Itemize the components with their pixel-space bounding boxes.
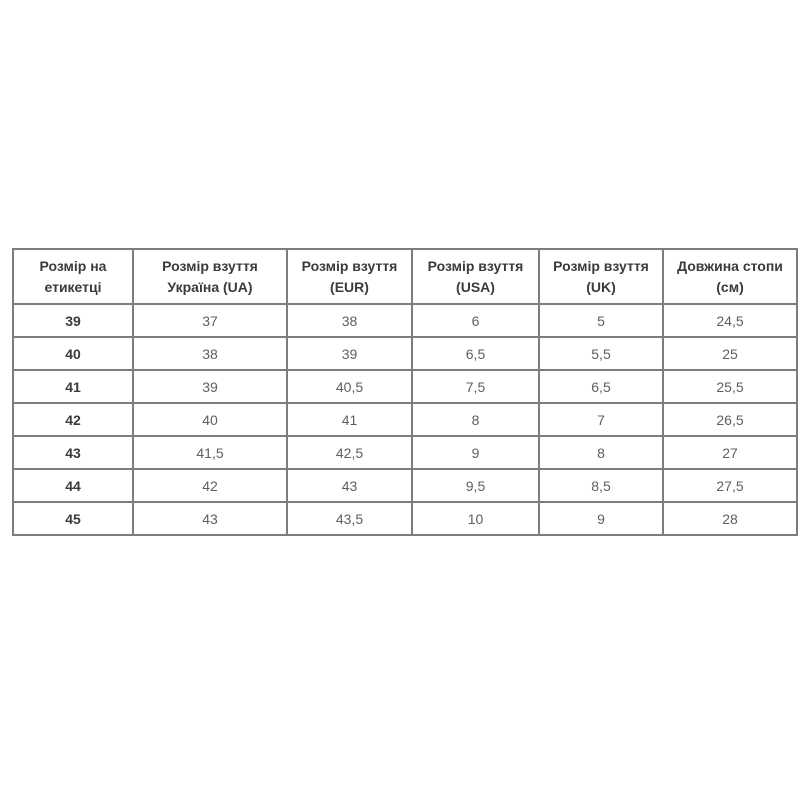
table-row	[13, 337, 797, 370]
size-value-cell: 7	[539, 403, 663, 436]
size-value-cell: 9,5	[412, 469, 539, 502]
size-value-cell: 27,5	[663, 469, 797, 502]
size-value-cell: 39	[287, 337, 412, 370]
size-value-cell: 38	[133, 337, 287, 370]
size-value-cell: 43	[133, 502, 287, 535]
size-value-cell: 40	[133, 403, 287, 436]
size-value-cell: 43,5	[287, 502, 412, 535]
size-value-cell: 26,5	[663, 403, 797, 436]
size-value-cell: 25	[663, 337, 797, 370]
row-label-cell: 39	[13, 304, 133, 337]
size-value-cell: 41	[287, 403, 412, 436]
table-row	[13, 403, 797, 436]
size-value-cell: 37	[133, 304, 287, 337]
table-row	[13, 370, 797, 403]
size-value-cell: 6	[412, 304, 539, 337]
row-label-cell: 40	[13, 337, 133, 370]
size-value-cell: 6,5	[539, 370, 663, 403]
size-value-cell: 9	[412, 436, 539, 469]
table-row	[13, 436, 797, 469]
size-value-cell: 39	[133, 370, 287, 403]
table-row	[13, 304, 797, 337]
row-label-cell: 44	[13, 469, 133, 502]
shoe-size-conversion-table	[12, 248, 798, 536]
size-value-cell: 27	[663, 436, 797, 469]
size-value-cell: 9	[539, 502, 663, 535]
size-value-cell: 38	[287, 304, 412, 337]
size-value-cell: 6,5	[412, 337, 539, 370]
size-value-cell: 5,5	[539, 337, 663, 370]
header-label-size: Розмір на етикетці	[13, 249, 133, 304]
row-label-cell: 42	[13, 403, 133, 436]
size-value-cell: 7,5	[412, 370, 539, 403]
header-uk-size: Розмір взуття (UK)	[539, 249, 663, 304]
size-value-cell: 28	[663, 502, 797, 535]
header-eur-size: Розмір взуття (EUR)	[287, 249, 412, 304]
size-value-cell: 8	[412, 403, 539, 436]
table-body	[13, 304, 797, 535]
size-value-cell: 25,5	[663, 370, 797, 403]
table-row	[13, 502, 797, 535]
header-usa-size: Розмір взуття (USA)	[412, 249, 539, 304]
size-value-cell: 42,5	[287, 436, 412, 469]
size-value-cell: 5	[539, 304, 663, 337]
header-foot-length: Довжина стопи (см)	[663, 249, 797, 304]
size-value-cell: 8	[539, 436, 663, 469]
size-value-cell: 41,5	[133, 436, 287, 469]
row-label-cell: 41	[13, 370, 133, 403]
row-label-cell: 45	[13, 502, 133, 535]
shoe-size-table-container	[12, 248, 798, 536]
size-value-cell: 24,5	[663, 304, 797, 337]
row-label-cell: 43	[13, 436, 133, 469]
size-value-cell: 8,5	[539, 469, 663, 502]
table-header	[13, 249, 797, 304]
size-value-cell: 42	[133, 469, 287, 502]
table-row	[13, 469, 797, 502]
size-value-cell: 10	[412, 502, 539, 535]
size-value-cell: 40,5	[287, 370, 412, 403]
header-row	[13, 249, 797, 304]
size-value-cell: 43	[287, 469, 412, 502]
header-ua-size: Розмір взуття Україна (UA)	[133, 249, 287, 304]
